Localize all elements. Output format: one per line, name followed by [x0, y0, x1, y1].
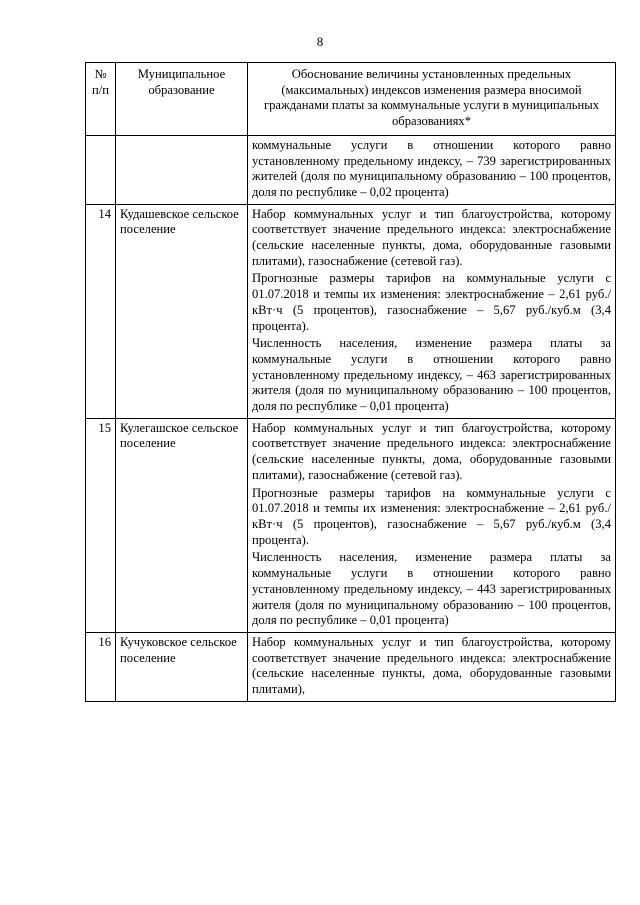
header-number: № п/п — [86, 63, 116, 136]
table-row — [86, 632, 616, 701]
row-justification — [248, 418, 616, 632]
header-justification: Обоснование величины установленных предельных (максимальных) индексов изменения размера вносимой гражданами платы за коммунальные услуги в муниципальных образованиях* — [248, 63, 616, 136]
indices-table — [85, 62, 616, 702]
justification-paragraph: Набор коммунальных услуг и тип благоустройства, которому соответствует значение предельного индекса: электроснабжение (сельские населенные пункты, дома, оборудованные газовыми плитами), газоснабжение (сетевой газ). — [252, 420, 611, 482]
row-municipality: Кудашевское сельское поселение — [116, 204, 248, 418]
justification-paragraph: Прогнозные размеры тарифов на коммунальные услуги с 01.07.2018 и темпы их изменения: электроснабжение – 2,61 руб./кВт·ч (5 процентов), газоснабжение – 5,67 руб./куб.м (3,4 процента). — [252, 485, 611, 547]
row-number: 15 — [86, 418, 116, 632]
row-municipality — [116, 135, 248, 204]
justification-paragraph: Набор коммунальных услуг и тип благоустройства, которому соответствует значение предельного индекса: электроснабжение (сельские населенные пункты, дома, оборудованные газовыми плитами), — [252, 634, 611, 697]
row-justification — [248, 204, 616, 418]
justification-paragraph: Численность населения, изменение размера платы за коммунальные услуги в отношении которого равно установленному предельному индексу, – 443 зарегистрированных жителя (доля по муниципальному образованию – 100 процентов, доля по республике – 0,01 процента) — [252, 550, 611, 628]
justification-paragraph: Набор коммунальных услуг и тип благоустройства, которому соответствует значение предельного индекса: электроснабжение (сельские населенные пункты, дома, оборудованные газовыми плитами), газоснабжение (сетевой газ). — [252, 206, 611, 268]
page-number: 8 — [316, 34, 324, 49]
table-row — [86, 204, 616, 418]
row-number: 16 — [86, 632, 116, 701]
header-municipality: Муниципальное образование — [116, 63, 248, 136]
row-municipality: Кучуковское сельское поселение — [116, 632, 248, 701]
row-number — [86, 135, 116, 204]
table-body — [86, 135, 616, 701]
row-justification — [248, 632, 616, 701]
justification-paragraph: коммунальные услуги в отношении которого равно установленному предельному индексу, – 739 зарегистрированных жителей (доля по муниципальному образованию – 100 процентов, доля по республике – 0,02 процента) — [252, 137, 611, 199]
table-header — [86, 63, 616, 136]
row-municipality: Кулегашское сельское поселение — [116, 418, 248, 632]
justification-paragraph: Численность населения, изменение размера платы за коммунальные услуги в отношении которого равно установленному предельному индексу, – 463 зарегистрированных жителя (доля по муниципальному образованию – 100 процентов, доля по республике – 0,01 процента) — [252, 336, 611, 414]
header-row — [86, 63, 616, 136]
justification-paragraph: Прогнозные размеры тарифов на коммунальные услуги с 01.07.2018 и темпы их изменения: электроснабжение – 2,61 руб./кВт·ч (5 процентов), газоснабжение – 5,67 руб./куб.м (3,4 процента). — [252, 271, 611, 333]
row-justification — [248, 135, 616, 204]
table-row — [86, 418, 616, 632]
row-number: 14 — [86, 204, 116, 418]
table-row — [86, 135, 616, 204]
